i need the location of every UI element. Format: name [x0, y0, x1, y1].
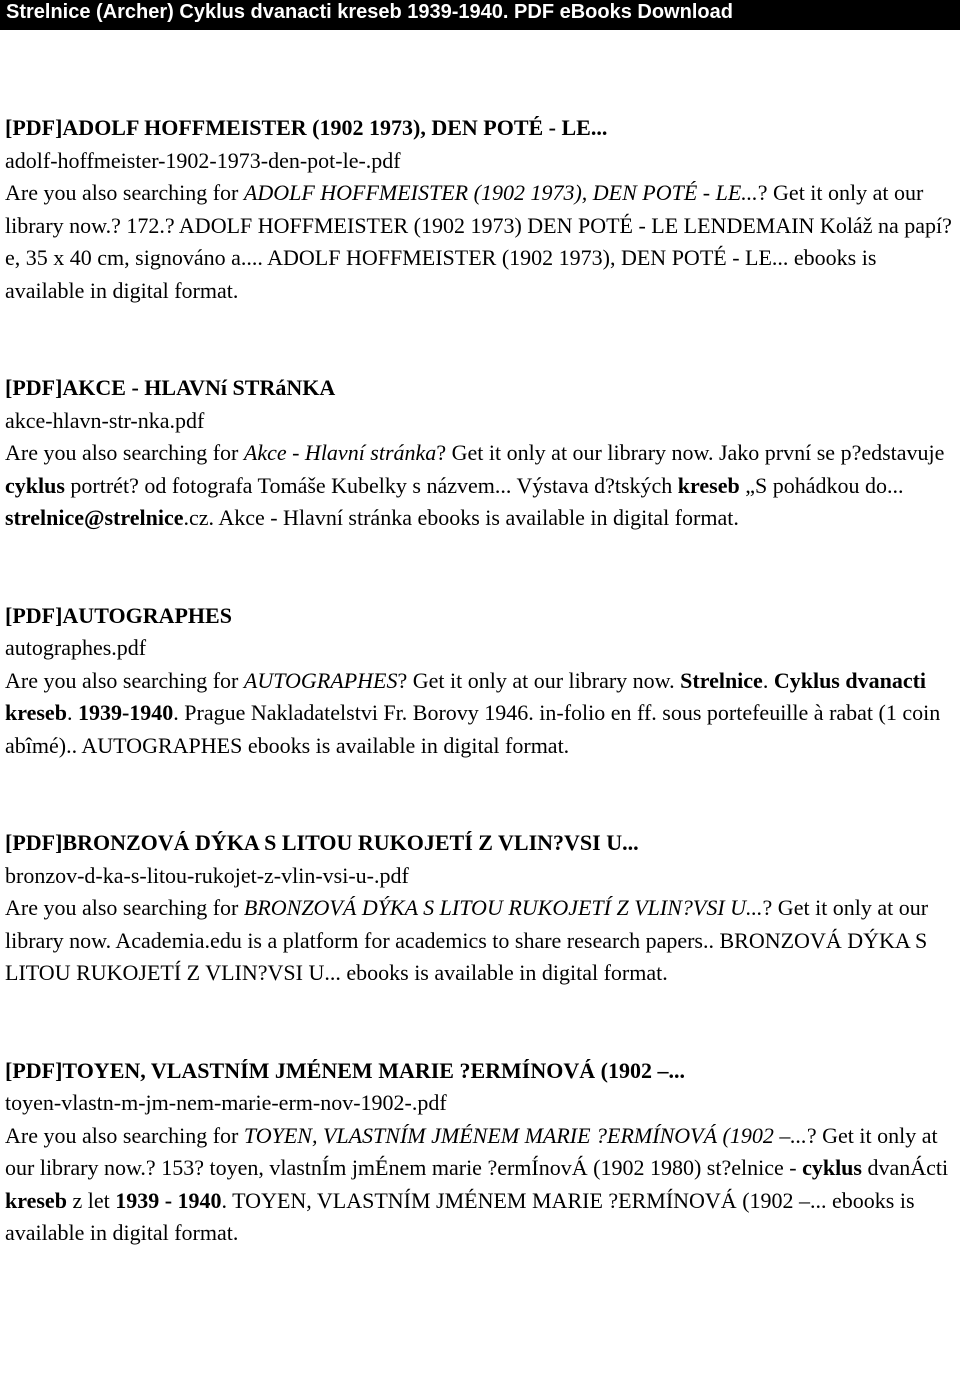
desc-text: portrét? od fotografa Tomáše Kubelky s názvem... Výstava d?tských — [64, 472, 678, 498]
desc-text: . — [66, 700, 78, 725]
entry-filename: toyen-vlastn-m-jm-nem-marie-erm-nov-1902-.pdf — [5, 1090, 447, 1115]
desc-highlight: kreseb — [5, 1187, 67, 1213]
desc-highlight: Strelnice — [680, 667, 763, 693]
desc-text: ? Get it only at our library now.? 172.? ADOLF HOFFMEISTER (1902 1973) DEN POTÉ - LE LENDEMAIN Koláž na papí?e, 35 x 40 cm, signováno a.... ADOLF HOFFMEISTER (1902 1973), DEN POTÉ - LE... ebooks is available in digital format. — [5, 180, 952, 303]
list-item — [5, 827, 955, 990]
entry-filename: autographes.pdf — [5, 635, 147, 660]
desc-italic-title: ADOLF HOFFMEISTER (1902 1973), DEN POTÉ - LE... — [243, 180, 758, 205]
entry-filename: adolf-hoffmeister-1902-1973-den-pot-le-.pdf — [5, 147, 401, 173]
desc-prefix: Are you also searching for — [5, 667, 244, 693]
entry-description — [5, 177, 955, 307]
entry-description — [5, 892, 955, 990]
desc-highlight: @ — [84, 505, 105, 530]
entry-filename: bronzov-d-ka-s-litou-rukojet-z-vlin-vsi-u-.pdf — [5, 862, 409, 888]
desc-highlight: strelnice — [104, 505, 184, 530]
entry-description — [5, 1120, 955, 1250]
entry-title-link[interactable]: [PDF]BRONZOVÁ DÝKA S LITOU RUKOJETÍ Z VLIN?VSI U... — [5, 830, 639, 855]
desc-text: . Prague Nakladatelstvi Fr. Borovy 1946. in-folio en ff. sous portefeuille à rabat (1 coin abîmé).. AUTOGRAPHES ebooks is available in digital format. — [5, 700, 941, 758]
page-header — [0, 0, 960, 30]
desc-text: „S pohádkou do... — [739, 472, 904, 498]
desc-text: ? Get it only at our library now. Academia.edu is a platform for academics to share research papers.. BRONZOVÁ DÝKA S LITOU RUKOJETÍ Z VLIN?VSI U... ebooks is available in digital format. — [5, 895, 929, 985]
desc-highlight: cyklus — [802, 1155, 862, 1180]
desc-text: dvanÁcti — [861, 1155, 949, 1180]
desc-text: z let — [66, 1187, 116, 1213]
entry-description — [5, 665, 955, 763]
desc-highlight: Cyklus dvanacti kreseb — [5, 667, 927, 725]
desc-italic-title: AUTOGRAPHES — [243, 667, 398, 693]
desc-text: . TOYEN, VLASTNÍM JMÉNEM MARIE ?ERMÍNOVÁ (1902 –... ebooks is available in digital format. — [5, 1187, 915, 1245]
desc-text: .cz. Akce - Hlavní stránka ebooks is available in digital format. — [183, 505, 739, 530]
list-item — [5, 372, 955, 535]
desc-prefix: Are you also searching for — [5, 440, 244, 465]
desc-highlight: kreseb — [677, 472, 740, 498]
desc-text: ? Get it only at our library now.? 153? toyen, vlastnÍm jmÉnem marie ?ermÍnovÁ (1902 1980) st?elnice - — [5, 1122, 938, 1180]
desc-highlight: 1939 - 1940 — [115, 1187, 222, 1213]
page-title: Strelnice (Archer) Cyklus dvanacti kreseb 1939-1940. PDF eBooks Download — [6, 1, 733, 23]
list-item — [5, 1055, 955, 1250]
entry-filename: akce-hlavn-str-nka.pdf — [5, 407, 205, 433]
desc-italic-title: Akce - Hlavní stránka — [243, 440, 437, 465]
results-list — [5, 112, 955, 1250]
desc-text: . — [762, 667, 774, 693]
desc-highlight: 1939-1940 — [77, 700, 174, 725]
desc-text: ? Get it only at our library now. — [397, 667, 681, 693]
entry-title-link[interactable]: [PDF]AKCE - HLAVNí STRáNKA — [5, 375, 336, 400]
desc-text: ? Get it only at our library now. Jako první se p?edstavuje — [436, 440, 945, 465]
desc-prefix: Are you also searching for — [5, 180, 244, 205]
entry-title-link[interactable]: [PDF]TOYEN, VLASTNÍM JMÉNEM MARIE ?ERMÍNOVÁ (1902 –... — [5, 1057, 685, 1083]
entry-title-link[interactable]: [PDF]ADOLF HOFFMEISTER (1902 1973), DEN POTÉ - LE... — [5, 115, 608, 140]
entry-description — [5, 437, 955, 535]
desc-highlight: strelnice — [5, 505, 85, 530]
desc-prefix: Are you also searching for — [5, 1122, 244, 1148]
desc-prefix: Are you also searching for — [5, 895, 244, 920]
desc-italic-title: BRONZOVÁ DÝKA S LITOU RUKOJETÍ Z VLIN?VSI U... — [243, 895, 763, 920]
list-item — [5, 600, 955, 763]
desc-italic-title: TOYEN, VLASTNÍM JMÉNEM MARIE ?ERMÍNOVÁ (1902 –... — [243, 1122, 807, 1148]
entry-title-link[interactable]: [PDF]AUTOGRAPHES — [5, 602, 232, 628]
list-item — [5, 112, 955, 307]
desc-highlight: cyklus — [5, 472, 65, 498]
